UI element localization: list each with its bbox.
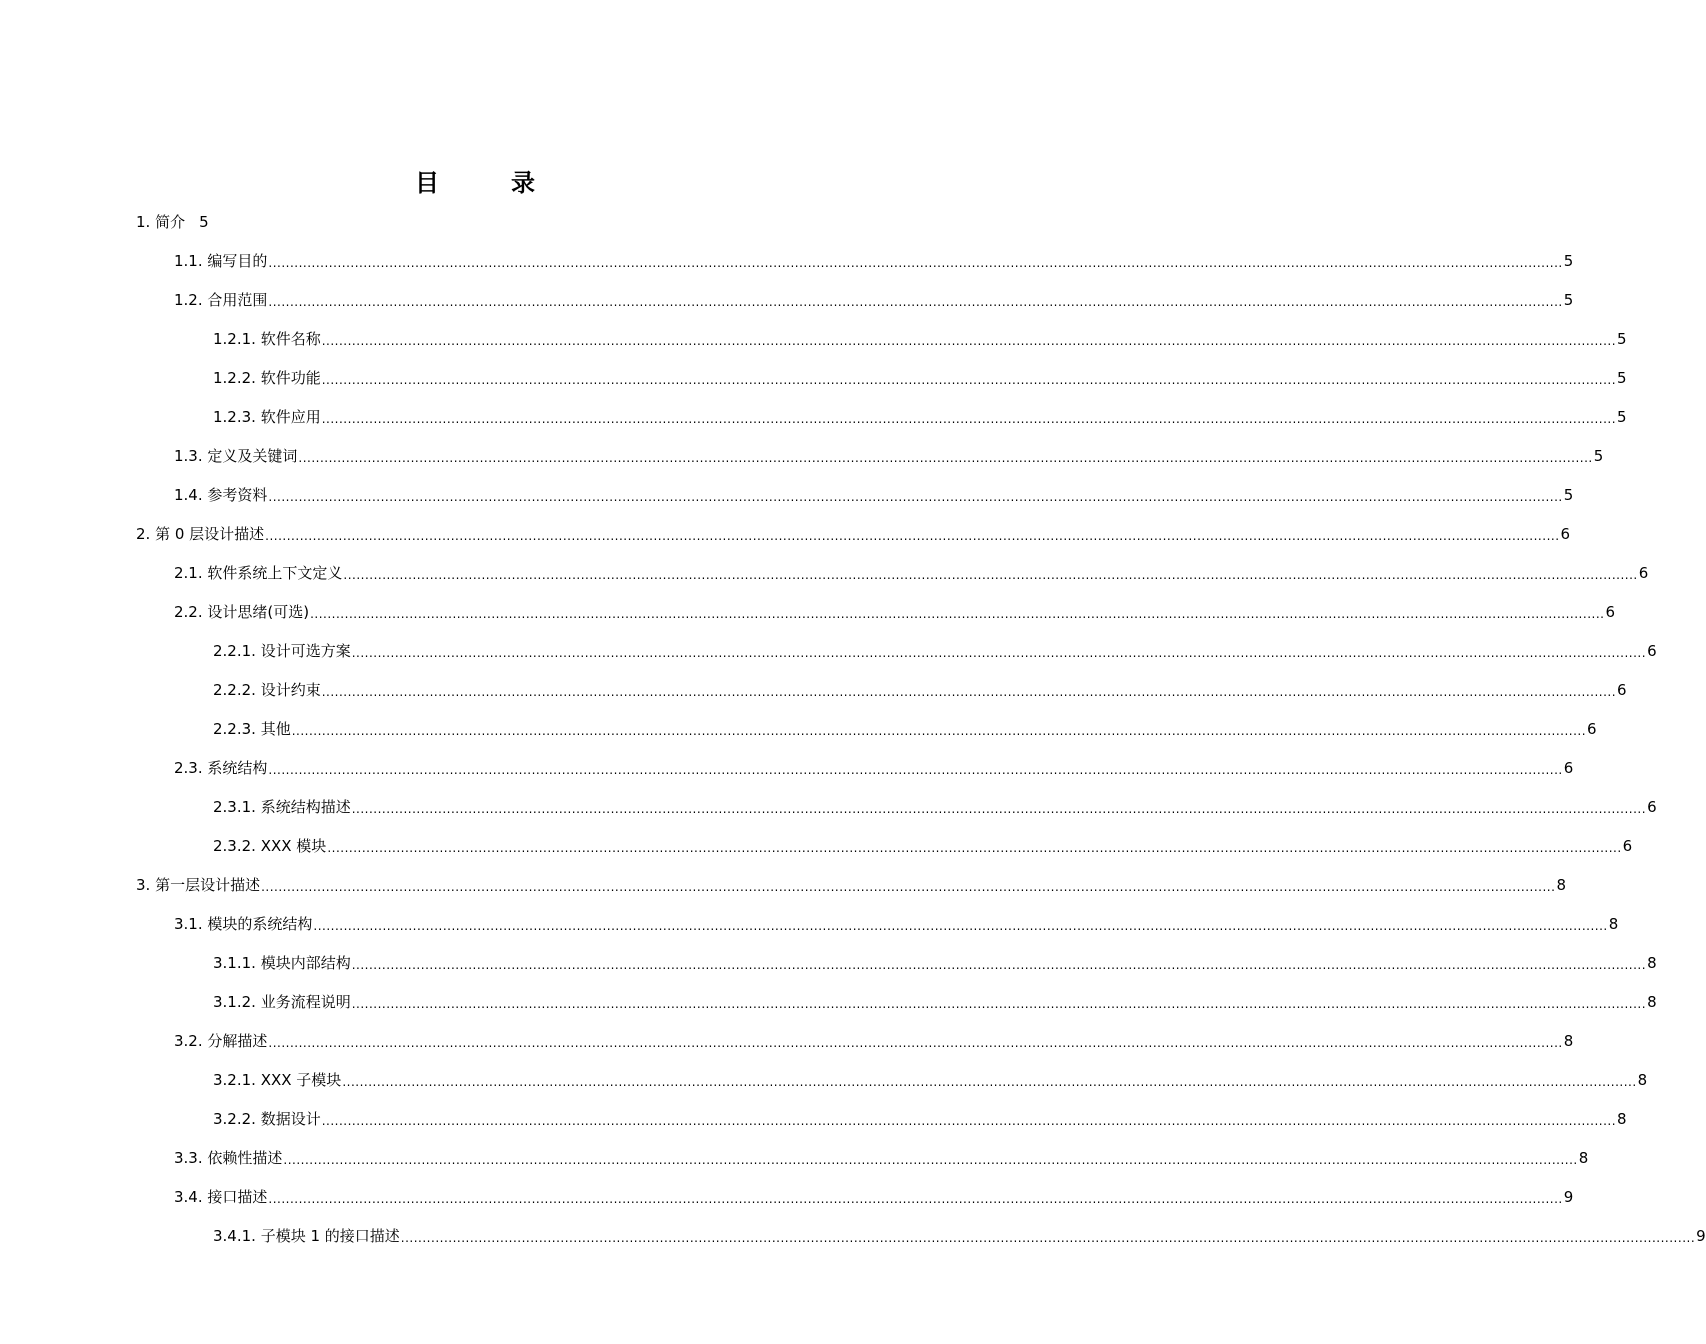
toc-dot-leader: ............................................................................................................................................................................................................................................................................................................ xyxy=(265,528,1560,543)
toc-dot-leader: ............................................................................................................................................................................................................................................................................................................ xyxy=(321,1113,1617,1128)
toc-entry-text: 1.1. 编写目的 xyxy=(174,251,268,270)
toc-dot-leader: ............................................................................................................................................................................................................................................................................................................ xyxy=(261,879,1556,894)
toc-page-number: 8 xyxy=(1647,992,1657,1011)
toc-dot-leader: ............................................................................................................................................................................................................................................................................................................ xyxy=(321,684,1617,699)
toc-entry-text: 1.2. 合用范围 xyxy=(174,290,268,309)
toc-dot-leader: ............................................................................................................................................................................................................................................................................................................ xyxy=(400,1230,1696,1245)
toc-entry[interactable] xyxy=(0,904,1619,943)
toc-page-number: 5 xyxy=(1617,329,1627,348)
toc-entry[interactable] xyxy=(0,592,1615,631)
toc-entry-text: 2.2.2. 设计约束 xyxy=(213,680,321,699)
toc-page-number: 6 xyxy=(1605,602,1615,621)
toc-page-number: 9 xyxy=(1563,1187,1574,1206)
toc-entry[interactable] xyxy=(0,514,1571,553)
toc-entry-text: 1.2.2. 软件功能 xyxy=(213,368,321,387)
toc-entry-text: 3.2.1. XXX 子模块 xyxy=(213,1070,342,1089)
toc-entry[interactable] xyxy=(0,865,1566,904)
toc-page-number: 5 xyxy=(1563,290,1574,309)
toc-page-number: 8 xyxy=(1578,1148,1589,1167)
toc-entry[interactable] xyxy=(0,1021,1574,1060)
toc-dot-leader: ............................................................................................................................................................................................................................................................................................................ xyxy=(327,840,1622,855)
toc-entry[interactable] xyxy=(0,748,1574,787)
toc-entry[interactable] xyxy=(0,280,1574,319)
toc-page-number: 5 xyxy=(199,212,209,231)
toc-dot-leader: ............................................................................................................................................................................................................................................................................................................ xyxy=(268,1191,1563,1206)
toc-entry-text: 1.4. 参考资料 xyxy=(174,485,268,504)
toc-entry[interactable] xyxy=(0,943,1657,982)
toc-dot-leader: ............................................................................................................................................................................................................................................................................................................ xyxy=(268,294,1563,309)
toc-dot-leader: ............................................................................................................................................................................................................................................................................................................ xyxy=(268,762,1563,777)
toc-dot-leader: ............................................................................................................................................................................................................................................................................................................ xyxy=(268,489,1563,504)
toc-page-number: 8 xyxy=(1647,953,1657,972)
toc-page-number: 6 xyxy=(1560,524,1571,543)
toc-dot-leader: ............................................................................................................................................................................................................................................................................................................ xyxy=(351,957,1647,972)
toc-dot-leader: ............................................................................................................................................................................................................................................................................................................ xyxy=(343,567,1638,582)
toc-entry-text: 2.3. 系统结构 xyxy=(174,758,268,777)
toc-page-number: 8 xyxy=(1617,1109,1627,1128)
toc-page-number: 8 xyxy=(1637,1070,1648,1089)
toc-page-number: 6 xyxy=(1647,641,1657,660)
toc-page-number: 5 xyxy=(1563,485,1574,504)
toc-entry-text: 1.2.1. 软件名称 xyxy=(213,329,321,348)
toc-entry-text: 3.1. 模块的系统结构 xyxy=(174,914,313,933)
toc-page-number: 6 xyxy=(1638,563,1649,582)
toc-dot-leader: ............................................................................................................................................................................................................................................................................................................ xyxy=(351,996,1647,1011)
toc-entry-text: 2.3.2. XXX 模块 xyxy=(213,836,327,855)
toc-page-number: 8 xyxy=(1563,1031,1574,1050)
toc-entry[interactable] xyxy=(0,358,1627,397)
toc-entry-text: 1.2.3. 软件应用 xyxy=(213,407,321,426)
toc-entry-text: 3.1.2. 业务流程说明 xyxy=(213,992,351,1011)
toc-page-number: 6 xyxy=(1563,758,1574,777)
toc-list xyxy=(0,202,1706,1255)
toc-page-number: 6 xyxy=(1622,836,1633,855)
toc-dot-leader: ............................................................................................................................................................................................................................................................................................................ xyxy=(321,372,1617,387)
toc-entry[interactable] xyxy=(0,982,1657,1021)
toc-entry[interactable] xyxy=(0,826,1633,865)
toc-page-number: 8 xyxy=(1608,914,1619,933)
toc-page-number: 5 xyxy=(1617,368,1627,387)
toc-dot-leader: ............................................................................................................................................................................................................................................................................................................ xyxy=(298,450,1593,465)
toc-page-number: 5 xyxy=(1593,446,1604,465)
toc-entry-text: 3.4. 接口描述 xyxy=(174,1187,268,1206)
toc-entry[interactable] xyxy=(0,1216,1706,1255)
toc-entry[interactable] xyxy=(0,1099,1627,1138)
toc-entry-text: 2. 第 0 层设计描述 xyxy=(136,524,265,543)
toc-entry-text: 2.2. 设计思绪(可选) xyxy=(174,602,310,621)
toc-entry[interactable] xyxy=(0,709,1597,748)
toc-dot-leader: ............................................................................................................................................................................................................................................................................................................ xyxy=(268,255,1563,270)
toc-entry-text: 1. 简介 xyxy=(136,212,186,231)
toc-dot-leader: ............................................................................................................................................................................................................................................................................................................ xyxy=(351,801,1647,816)
toc-entry-text: 2.2.3. 其他 xyxy=(213,719,291,738)
toc-entry[interactable] xyxy=(0,202,950,241)
toc-entry-text: 3.2.2. 数据设计 xyxy=(213,1109,321,1128)
toc-entry-text: 2.2.1. 设计可选方案 xyxy=(213,641,351,660)
toc-dot-leader: ............................................................................................................................................................................................................................................................................................................ xyxy=(283,1152,1578,1167)
toc-entry[interactable] xyxy=(0,631,1657,670)
toc-entry-text: 3.1.1. 模块内部结构 xyxy=(213,953,351,972)
toc-dot-leader: ............................................................................................................................................................................................................................................................................................................ xyxy=(291,723,1587,738)
toc-title: 目 录 xyxy=(415,169,559,198)
toc-page-number: 5 xyxy=(1563,251,1574,270)
toc-entry[interactable] xyxy=(0,553,1649,592)
toc-dot-leader: ............................................................................................................................................................................................................................................................................................................ xyxy=(268,1035,1563,1050)
toc-entry-text: 1.3. 定义及关键词 xyxy=(174,446,298,465)
toc-entry-text: 3. 第一层设计描述 xyxy=(136,875,261,894)
toc-dot-leader: ............................................................................................................................................................................................................................................................................................................ xyxy=(351,645,1647,660)
toc-entry[interactable] xyxy=(0,787,1657,826)
toc-page-number: 5 xyxy=(1617,407,1627,426)
toc-entry[interactable] xyxy=(0,670,1627,709)
toc-entry-text: 3.2. 分解描述 xyxy=(174,1031,268,1050)
toc-entry-text: 3.4.1. 子模块 1 的接口描述 xyxy=(213,1226,400,1245)
toc-page-number: 6 xyxy=(1587,719,1597,738)
toc-dot-leader: ............................................................................................................................................................................................................................................................................................................ xyxy=(310,606,1605,621)
toc-page-number: 8 xyxy=(1556,875,1566,894)
toc-entry[interactable] xyxy=(0,319,1627,358)
toc-page-number: 9 xyxy=(1696,1226,1706,1245)
toc-entry-text: 2.3.1. 系统结构描述 xyxy=(213,797,351,816)
toc-page-number: 6 xyxy=(1647,797,1657,816)
toc-dot-leader: ............................................................................................................................................................................................................................................................................................................ xyxy=(321,411,1617,426)
toc-entry[interactable] xyxy=(0,475,1574,514)
toc-entry[interactable] xyxy=(0,1060,1648,1099)
toc-entry-text: 2.1. 软件系统上下文定义 xyxy=(174,563,343,582)
toc-dot-leader: ............................................................................................................................................................................................................................................................................................................ xyxy=(313,918,1608,933)
toc-page-number: 6 xyxy=(1617,680,1627,699)
toc-entry[interactable] xyxy=(0,1138,1589,1177)
toc-entry[interactable] xyxy=(0,241,1574,280)
toc-dot-leader: ............................................................................................................................................................................................................................................................................................................ xyxy=(321,333,1617,348)
toc-dot-leader: ............................................................................................................................................................................................................................................................................................................ xyxy=(342,1074,1637,1089)
toc-entry[interactable] xyxy=(0,1177,1574,1216)
toc-entry-text: 3.3. 依赖性描述 xyxy=(174,1148,283,1167)
toc-entry[interactable] xyxy=(0,436,1604,475)
toc-entry[interactable] xyxy=(0,397,1627,436)
